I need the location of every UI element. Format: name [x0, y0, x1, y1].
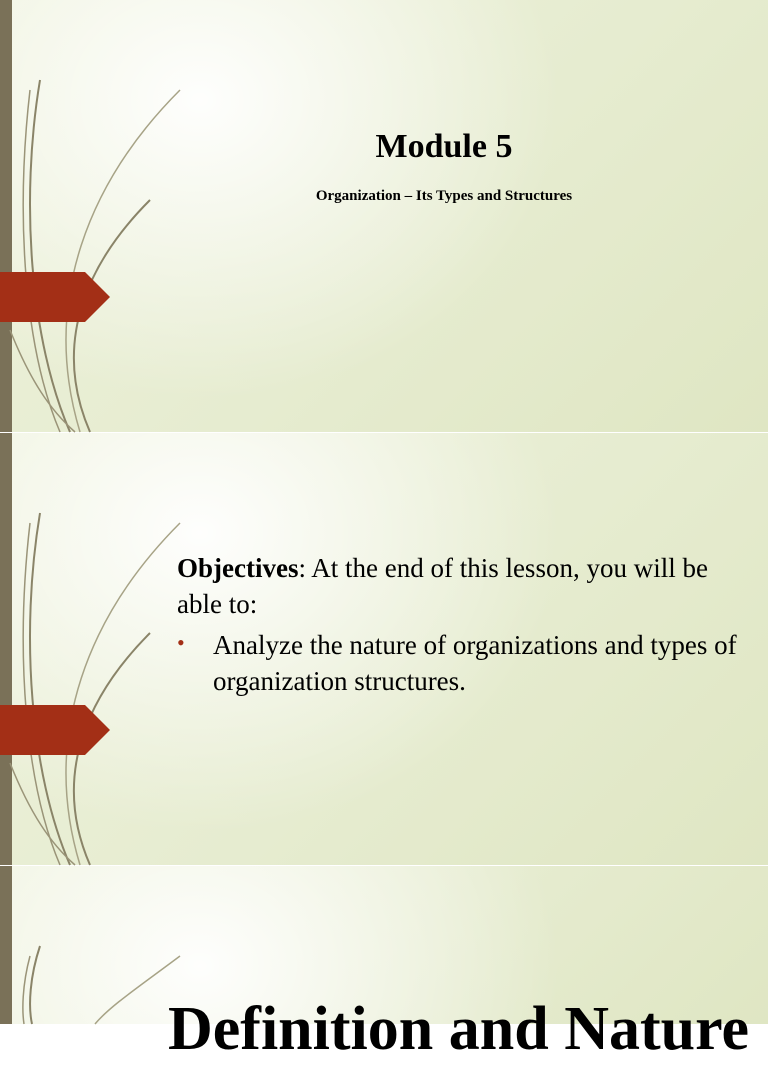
objectives-lead: Objectives [177, 553, 299, 583]
decorative-swoosh-lines [0, 433, 200, 865]
objectives-text: : At the end of this lesson, you will be able to: [177, 553, 708, 619]
bullet-icon: • [177, 630, 185, 655]
list-item [177, 627, 737, 699]
objectives-paragraph [177, 550, 737, 622]
slide-subtitle-text: Organization – Its Types and Structures [315, 188, 573, 204]
slide-title [0, 0, 768, 432]
objectives-bullet-list [177, 627, 737, 699]
decorative-swoosh-lines [0, 0, 200, 432]
slide-heading-text: Definition and Nature [168, 995, 750, 1063]
slide-definition [0, 866, 768, 1063]
slide-title-text: Module 5 [375, 128, 513, 165]
slide-objectives [0, 433, 768, 865]
bullet-text: Analyze the nature of organizations and types of organization structures. [213, 630, 737, 696]
